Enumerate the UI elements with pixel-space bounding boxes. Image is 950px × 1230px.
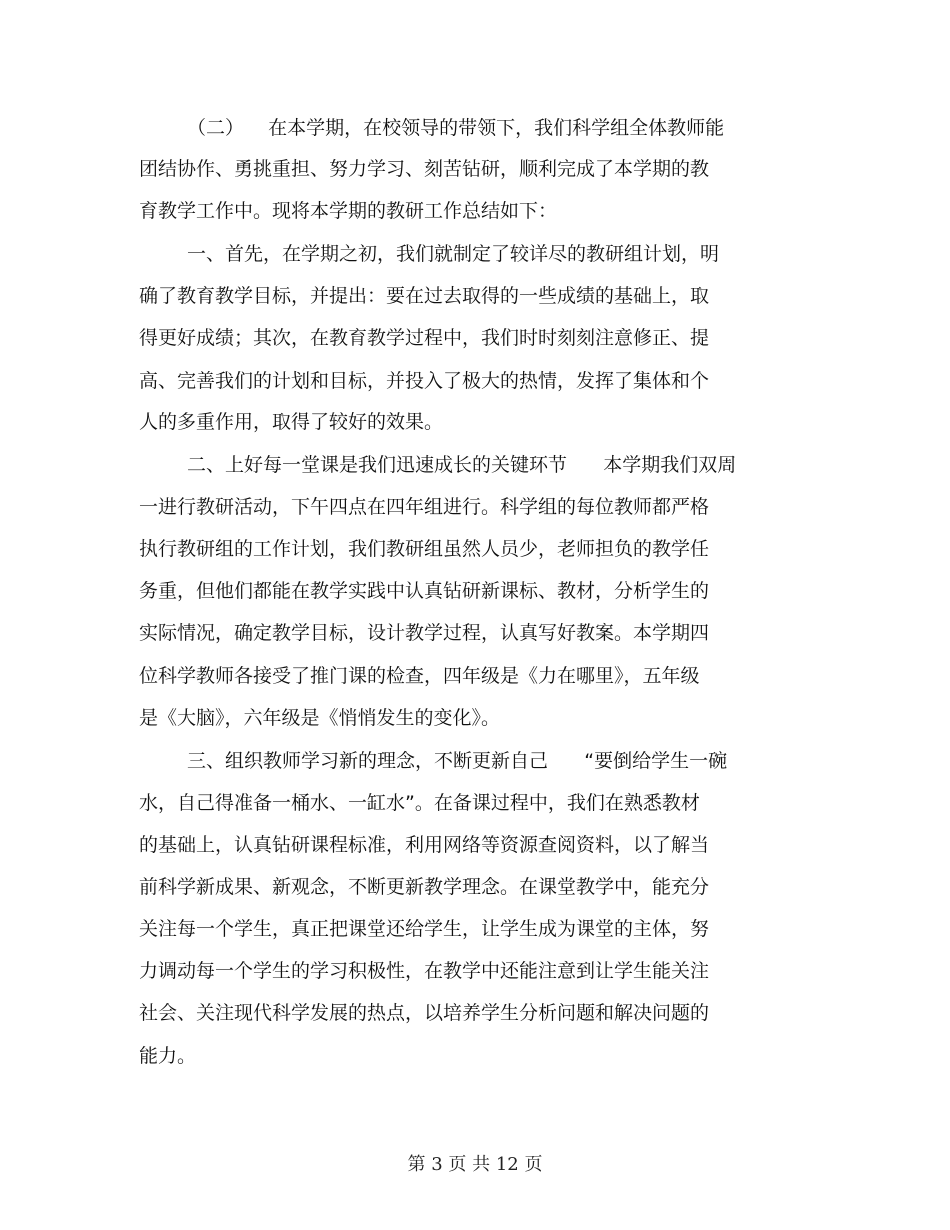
text-line: 水，自己得准备一桶水、一缸水”。在备课过程中，我们在熟悉教材 <box>139 792 700 814</box>
text-line: 一、首先，在学期之初，我们就制定了较详尽的教研组计划，明 <box>187 243 720 265</box>
text-line: 人的多重作用，取得了较好的效果。 <box>139 411 444 433</box>
text-line: 一进行教研活动，下午四点在四年组进行。科学组的每位教师都严格 <box>139 496 710 518</box>
text-line: 位科学教师各接受了推门课的检查，四年级是《力在哪里》，五年级 <box>139 665 700 687</box>
text-line: 关注每一个学生，真正把课堂还给学生，让学生成为课堂的主体，努 <box>139 918 710 940</box>
text-line: 是《大脑》，六年级是《悄悄发生的变化》。 <box>139 707 501 729</box>
text-line: 确了教育教学目标，并提出：要在过去取得的一些成绩的基础上，取 <box>139 285 710 307</box>
text-line: 力调动每一个学生的学习积极性，在教学中还能注意到让学生能关注 <box>139 960 710 982</box>
text-line: （二） 在本学期，在校领导的带领下，我们科学组全体教师能 <box>187 117 725 139</box>
text-line: 二、上好每一堂课是我们迅速成长的关键环节 本学期我们双周 <box>187 454 737 476</box>
text-line: 得更好成绩；其次，在教育教学过程中，我们时时刻刻注意修正、提 <box>139 327 710 349</box>
text-line: 团结协作、勇挑重担、努力学习、刻苦钻研，顺利完成了本学期的教 <box>139 158 710 180</box>
text-line: 能力。 <box>139 1045 197 1067</box>
text-line: 务重，但他们都能在教学实践中认真钻研新课标、教材，分析学生的 <box>139 580 710 602</box>
page-number-footer: 第 3 页 共 12 页 <box>407 1154 543 1175</box>
text-line: 三、组织教师学习新的理念，不断更新自己 “要倒给学生一碗 <box>187 750 728 772</box>
text-line: 社会、关注现代科学发展的热点，以培养学生分析问题和解决问题的 <box>139 1002 710 1024</box>
text-line: 育教学工作中。现将本学期的教研工作总结如下： <box>139 200 558 222</box>
text-line: 执行教研组的工作计划，我们教研组虽然人员少，老师担负的教学任 <box>139 538 710 560</box>
text-line: 前科学新成果、新观念，不断更新教学理念。在课堂教学中，能充分 <box>139 876 710 898</box>
text-line: 高、完善我们的计划和目标，并投入了极大的热情，发挥了集体和个 <box>139 370 710 392</box>
text-line: 的基础上，认真钻研课程标准，利用网络等资源查阅资料，以了解当 <box>139 834 710 856</box>
text-line: 实际情况，确定教学目标，设计教学过程，认真写好教案。本学期四 <box>139 622 710 644</box>
